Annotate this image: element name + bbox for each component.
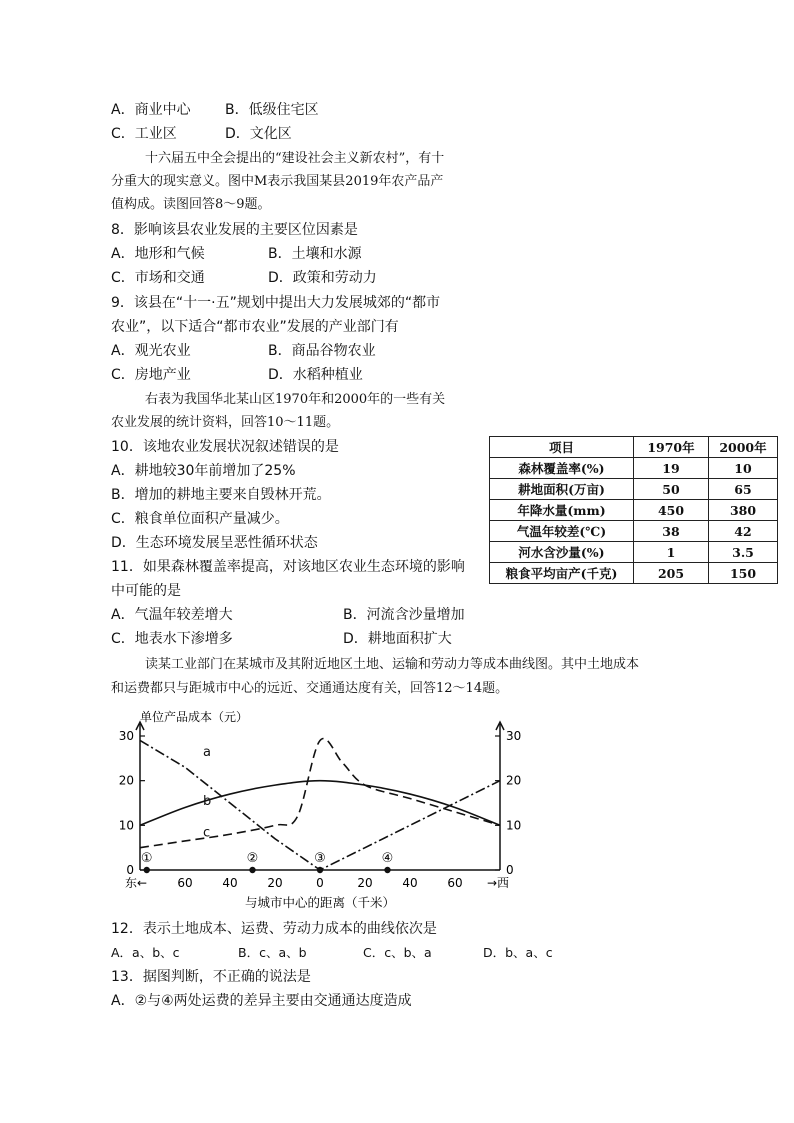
table-header-item: 项目: [490, 437, 634, 458]
curve-b: [140, 781, 500, 826]
intro-8-9-line2: 分重大的现实意义。图中M表示我国某县2019年农产品产: [111, 174, 444, 189]
q11-option-c: C．地表水下渗增多: [111, 631, 233, 647]
table-cell: 3.5: [709, 542, 778, 563]
q9-option-c: C．房地产业: [111, 367, 191, 383]
x-tick-label: 40: [402, 876, 418, 890]
q7-option-a: A．商业中心: [111, 102, 191, 118]
q12-option-c: C．c、b、a: [363, 945, 432, 960]
table-cell: 205: [634, 563, 709, 584]
intro-12-14-line2: 和运费都只与距城市中心的远近、交通通达度有关，回答12～14题。: [111, 681, 509, 696]
y-tick-label-right: 10: [506, 818, 522, 833]
table-cell: 150: [709, 563, 778, 584]
q12-option-a: A．a、b、c: [111, 945, 180, 960]
table-cell: 42: [709, 521, 778, 542]
intro-12-14-line1: 读某工业部门在某城市及其附近地区土地、运输和劳动力等成本曲线图。其中土地成本: [145, 657, 640, 672]
q8-option-a: A．地形和气候: [111, 246, 205, 262]
q11-stem-line1: 11．如果森林覆盖率提高，对该地区农业生态环境的影响: [111, 559, 465, 575]
table-header-row: [490, 437, 778, 458]
intro-8-9-line3: 值构成。读图回答8～9题。: [111, 197, 271, 212]
curve-label-b: b: [203, 794, 212, 810]
q12-option-d: D．b、a、c: [483, 945, 553, 960]
chart-x-axis-title: 与城市中心的距离（千米）: [244, 895, 396, 910]
curve-label-a: a: [203, 745, 211, 761]
location-label: ②: [246, 851, 259, 866]
y-tick-label-right: 0: [506, 863, 514, 877]
location-point: [249, 867, 255, 873]
x-tick-label: 60: [177, 876, 193, 890]
table-cell: 10: [709, 458, 778, 479]
q12-stem: 12．表示土地成本、运费、劳动力成本的曲线依次是: [111, 921, 437, 937]
q8-option-c: C．市场和交通: [111, 270, 205, 286]
table-header-2000: 2000年: [709, 437, 778, 458]
x-right-direction-label: →西: [486, 876, 510, 890]
table-row: [490, 563, 778, 584]
q10-option-d: D．生态环境发展呈恶性循环状态: [111, 535, 318, 551]
q10-option-c: C．粮食单位面积产量减少。: [111, 511, 289, 527]
q9-stem-line1: 9．该县在“十一·五”规划中提出大力发展城郊的“都市: [111, 295, 441, 311]
table-cell: 38: [634, 521, 709, 542]
q8-option-b: B．土壤和水源: [268, 246, 362, 262]
q11-option-d: D．耕地面积扩大: [343, 631, 452, 647]
q10-option-a: A．耕地较30年前增加了25%: [111, 463, 296, 479]
q9-option-d: D．水稻种植业: [268, 367, 363, 383]
q10-option-b: B．增加的耕地主要来自毁林开荒。: [111, 487, 331, 503]
y-tick-label-left: 0: [126, 863, 134, 877]
table-cell: 河水含沙量(%): [490, 542, 634, 563]
y-tick-label-left: 20: [118, 773, 134, 788]
q11-option-a: A．气温年较差增大: [111, 607, 233, 623]
table-row: [490, 458, 778, 479]
y-tick-label-left: 10: [118, 818, 134, 833]
curve-c: [140, 738, 500, 847]
location-label: ④: [381, 851, 394, 866]
q7-option-b: B．低级住宅区: [225, 102, 319, 118]
table-cell: 气温年较差(℃): [490, 521, 634, 542]
q11-option-b: B．河流含沙量增加: [343, 607, 465, 623]
y-tick-label-left: 30: [118, 729, 134, 743]
y-tick-label-right: 20: [506, 773, 522, 788]
location-point: [144, 867, 150, 873]
table-cell: 450: [634, 500, 709, 521]
table-row: [490, 521, 778, 542]
curve-label-c: c: [203, 825, 211, 841]
chart-y-axis-title: 单位产品成本（元）: [140, 710, 249, 724]
table-cell: 50: [634, 479, 709, 500]
table-row: [490, 479, 778, 500]
q8-option-d: D．政策和劳动力: [268, 270, 377, 286]
q13-stem: 13．据图判断，不正确的说法是: [111, 969, 311, 985]
q10-stem: 10．该地农业发展状况叙述错误的是: [111, 439, 339, 455]
q7-option-c: C．工业区: [111, 126, 177, 142]
y-tick-label-right: 30: [506, 729, 522, 743]
q11-stem-line2: 中可能的是: [111, 583, 181, 599]
q7-option-d: D．文化区: [225, 126, 292, 142]
x-tick-label: 20: [267, 876, 283, 890]
statistics-table: [489, 436, 778, 584]
table-cell: 19: [634, 458, 709, 479]
q9-stem-line2: 农业”，以下适合“都市农业”发展的产业部门有: [111, 319, 399, 335]
q9-option-a: A．观光农业: [111, 343, 191, 359]
table-cell: 粮食平均亩产(千克): [490, 563, 634, 584]
table-cell: 年降水量(mm): [490, 500, 634, 521]
q8-stem: 8．影响该县农业发展的主要区位因素是: [111, 222, 358, 238]
intro-8-9-line1: 十六届五中全会提出的“建设社会主义新农村”，有十: [145, 151, 445, 166]
table-cell: 380: [709, 500, 778, 521]
intro-10-11-line2: 农业发展的统计资料，回答10～11题。: [111, 415, 340, 430]
table-cell: 1: [634, 542, 709, 563]
table-row: [490, 500, 778, 521]
x-tick-label: 20: [357, 876, 373, 890]
table-cell: 65: [709, 479, 778, 500]
x-tick-label: 40: [222, 876, 238, 890]
location-point: [384, 867, 390, 873]
table-cell: 森林覆盖率(%): [490, 458, 634, 479]
q13-option-a: A．②与④两处运费的差异主要由交通通达度造成: [111, 993, 412, 1009]
x-tick-label: 60: [447, 876, 463, 890]
cost-curve-chart: [100, 700, 540, 915]
table-cell: 耕地面积(万亩): [490, 479, 634, 500]
table-header-1970: 1970年: [634, 437, 709, 458]
table-row: [490, 542, 778, 563]
intro-10-11-line1: 右表为我国华北某山区1970年和2000年的一些有关: [145, 392, 446, 407]
location-label: ③: [314, 851, 326, 866]
x-tick-label: 0: [316, 876, 324, 890]
location-label: ①: [140, 851, 153, 866]
q12-option-b: B．c、a、b: [238, 945, 307, 960]
location-point: [317, 867, 323, 873]
q9-option-b: B．商品谷物农业: [268, 343, 376, 359]
x-left-direction-label: 东←: [124, 876, 148, 890]
